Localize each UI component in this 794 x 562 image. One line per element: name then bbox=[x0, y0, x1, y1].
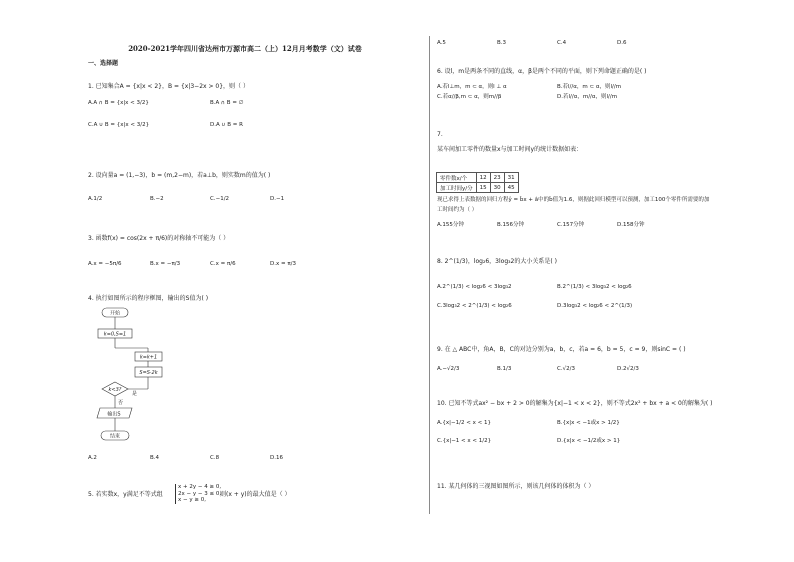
flow-assign-label: S=S·2k bbox=[139, 370, 158, 376]
q7-body-line1: 现已求得上表数据的回归方程ŷ = b̂x + â中的b̂值为1.6，则据此回归模型可以预测，加工100个零件所需要的加 bbox=[437, 197, 710, 203]
q3-option-a: A.x = −5π/6 bbox=[88, 261, 122, 267]
q10-stem: 10. 已知不等式ax² − bx + 2 > 0的解集为{x|−1 < x < 2}，则不等式2x² + bx + a < 0的解集为( ) bbox=[437, 400, 713, 407]
q4-option-d: D.16 bbox=[270, 455, 283, 461]
q5-ineq-2: 2x − y − 3 ≤ 0, bbox=[178, 490, 222, 497]
qprev-option-c: C.4 bbox=[557, 40, 567, 46]
q8-option-c: C.3log₃2 < 2^(1/3) < log₂6 bbox=[437, 303, 512, 309]
q7-body-line2: 工时间约为（ ） bbox=[437, 207, 478, 213]
q5-inequality-system bbox=[175, 484, 221, 504]
q2-option-c: C.−1/2 bbox=[210, 196, 230, 202]
q2-stem: 2. 设向量a = (1,−3)，b = (m,2−m)，若a⊥b，则实数m的值为( ) bbox=[88, 172, 271, 179]
q7-number: 7. bbox=[437, 131, 443, 138]
qprev-option-d: D.6 bbox=[617, 40, 627, 46]
q1-option-c: C.A ∪ B = {x|x < 3/2} bbox=[88, 122, 150, 128]
flow-end-label: 结束 bbox=[109, 433, 121, 440]
q6-stem: 6. 设l，m是两条不同的直线，α，β是两个不同的平面，则下列命题正确的是( ) bbox=[437, 68, 647, 75]
qprev-option-b: B.3 bbox=[497, 40, 507, 46]
table-cell: 23 bbox=[490, 173, 504, 183]
section-heading: 一、选择题 bbox=[88, 60, 119, 67]
q3-option-b: B.x = −π/3 bbox=[150, 261, 181, 267]
exam-title: 2020-2021学年四川省达州市万源市高二（上）12月月考数学（文）试卷 bbox=[128, 44, 362, 53]
table-row-head: 加工时间y/分 bbox=[437, 183, 477, 193]
q2-option-a: A.1/2 bbox=[88, 196, 103, 202]
q5-ineq-1: x + 2y − 4 ≥ 0, bbox=[178, 484, 222, 490]
flow-increment-label: k=k+1 bbox=[139, 354, 158, 361]
q9-option-a: A.−√2/3 bbox=[437, 366, 460, 372]
q5-ineq-3: x − y ≥ 0, bbox=[178, 497, 206, 503]
flow-no-label: 否 bbox=[118, 400, 124, 406]
table-cell: 30 bbox=[490, 183, 504, 193]
flow-yes-label: 是 bbox=[132, 391, 138, 397]
q6-option-b: B.若l//α，m ⊂ α，则l//m bbox=[557, 84, 622, 90]
q1-option-d: D.A ∪ B = R bbox=[210, 122, 243, 128]
q4-option-c: C.8 bbox=[210, 455, 220, 461]
q5-tail: 则(x + y)的最大值是（ ） bbox=[220, 491, 291, 498]
q7-option-b: B.156分钟 bbox=[497, 222, 525, 228]
table-cell: 12 bbox=[476, 173, 490, 183]
q10-option-c: C.{x|−1 < x < 1/2} bbox=[437, 438, 492, 444]
q1-option-a: A.A ∩ B = {x|x < 3/2} bbox=[88, 100, 149, 106]
table-row bbox=[437, 183, 519, 193]
q4-stem: 4. 执行如图所示的程序框图，输出的S值为( ) bbox=[88, 295, 209, 302]
q8-option-b: B.2^(1/3) < 3log₃2 < log₂6 bbox=[557, 284, 632, 290]
q3-option-d: D.x = π/3 bbox=[270, 261, 297, 267]
flow-output-label: 输出S bbox=[107, 411, 121, 418]
q7-data-table bbox=[436, 172, 519, 193]
q7-option-c: C.157分钟 bbox=[557, 222, 585, 228]
q6-option-c: C.若α//β,m ⊂ α，则m//β bbox=[437, 94, 502, 100]
q5-stem: 5. 若实数x，y满足不等式组 bbox=[88, 491, 163, 498]
q3-stem: 3. 函数f(x) = cos(2x + π/6)的对称轴不可能为（ ） bbox=[88, 235, 230, 242]
q8-option-d: D.3log₃2 < log₂6 < 2^(1/3) bbox=[557, 303, 633, 309]
q9-option-d: D.2√2/3 bbox=[617, 366, 639, 372]
q10-option-b: B.{x|x < −1或x > 1/2} bbox=[557, 420, 620, 426]
q9-option-c: C.√2/3 bbox=[557, 366, 575, 372]
table-cell: 15 bbox=[476, 183, 490, 193]
q4-option-a: A.2 bbox=[88, 455, 97, 461]
table-cell: 31 bbox=[504, 173, 518, 183]
q4-option-b: B.4 bbox=[150, 455, 160, 461]
column-divider bbox=[429, 36, 430, 514]
qprev-option-a: A.5 bbox=[437, 40, 446, 46]
q6-option-a: A.若l⊥m，m ⊂ α，则l ⊥ α bbox=[437, 84, 507, 90]
q7-stem: 某车间加工零件的数量x与加工时间y的统计数据如表： bbox=[437, 146, 583, 153]
table-row-head: 零件数x/个 bbox=[437, 173, 477, 183]
flow-start-label: 开始 bbox=[109, 310, 121, 317]
q8-stem: 8. 2^(1/3)，log₂6，3log₃2的大小关系是( ) bbox=[437, 258, 557, 265]
program-flowchart bbox=[88, 307, 174, 445]
q2-option-b: B.−2 bbox=[150, 196, 164, 202]
q1-stem: 1. 已知集合A = {x|x < 2}，B = {x|3−2x > 0}，则（ ） bbox=[88, 83, 249, 90]
q3-option-c: C.x = π/6 bbox=[210, 261, 236, 267]
q2-option-d: D.−1 bbox=[270, 196, 285, 202]
q7-option-a: A.155分钟 bbox=[437, 222, 464, 228]
q7-option-d: D.158分钟 bbox=[617, 222, 645, 228]
q9-option-b: B.1/3 bbox=[497, 366, 512, 372]
q1-option-b: B.A ∩ B = ∅ bbox=[210, 100, 244, 106]
q9-stem: 9. 在 △ ABC中，角A，B，C的对边分别为a，b，c，若a = 6，b = 5，c = 9，则sinC = ( ) bbox=[437, 346, 686, 353]
table-row bbox=[437, 173, 519, 183]
table-cell: 45 bbox=[504, 183, 518, 193]
q6-option-d: D.若l//α，m//α，则l//m bbox=[557, 94, 618, 100]
q8-option-a: A.2^(1/3) < log₂6 < 3log₃2 bbox=[437, 284, 512, 290]
q10-option-a: A.{x|−1/2 < x < 1} bbox=[437, 420, 491, 426]
q11-stem: 11. 某几何体的三视图如图所示，则该几何体的体积为（ ） bbox=[437, 483, 595, 490]
flow-condition-label: k<3? bbox=[108, 387, 122, 393]
flow-init-label: k=0,S=1 bbox=[103, 331, 127, 338]
q10-option-d: D.{x|x < −1/2或x > 1} bbox=[557, 438, 621, 444]
